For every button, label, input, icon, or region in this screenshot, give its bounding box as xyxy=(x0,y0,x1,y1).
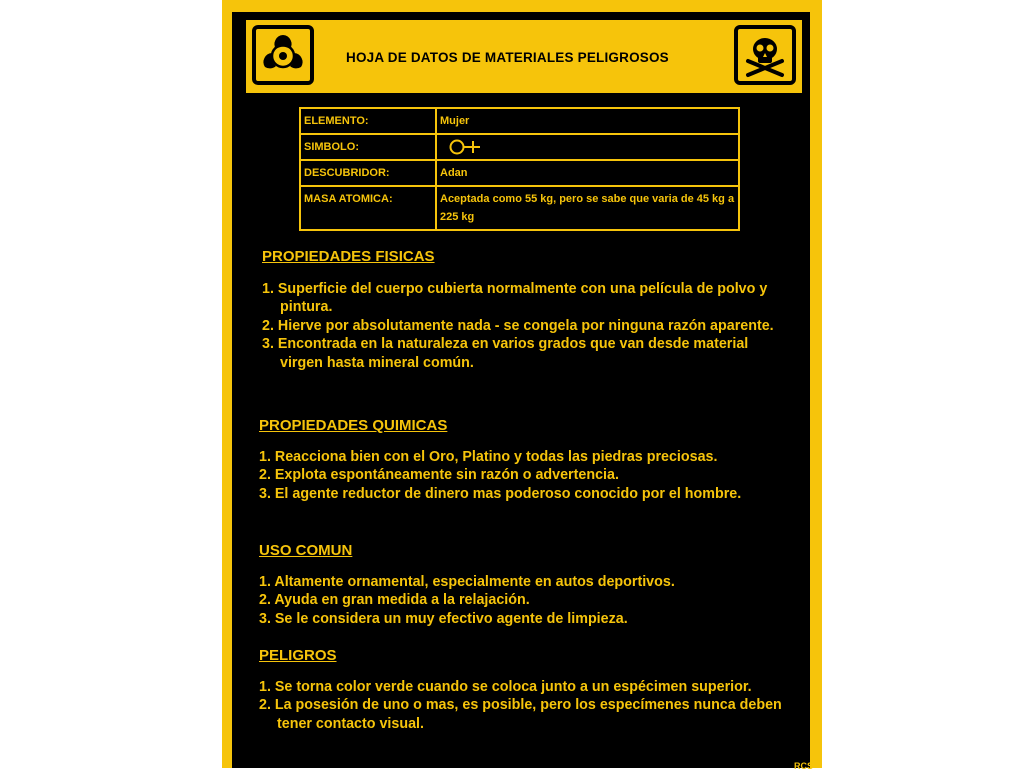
table-cell-value xyxy=(436,134,739,160)
female-symbol-icon xyxy=(440,138,484,156)
hazard-sheet xyxy=(222,0,822,771)
section-list-propiedades-fisicas xyxy=(262,280,792,372)
table-cell-label: ELEMENTO: xyxy=(300,108,436,134)
section-title-propiedades-fisicas: PROPIEDADES FISICAS xyxy=(262,248,435,265)
table-cell-value: Adan xyxy=(436,160,739,186)
table-row xyxy=(300,134,739,160)
table-cell-label: SIMBOLO: xyxy=(300,134,436,160)
table-cell-value: Mujer xyxy=(436,108,739,134)
section-title-uso-comun: USO COMUN xyxy=(259,542,353,559)
list-item: 2. Explota espontáneamente sin razón o advertencia. xyxy=(259,467,619,484)
section-list-peligros xyxy=(259,678,809,733)
section-title-peligros: PELIGROS xyxy=(259,647,337,664)
list-item: 1. Superficie del cuerpo cubierta normalmente con una película de polvo y pintura. xyxy=(262,281,768,316)
list-item: 1. Se torna color verde cuando se coloca junto a un espécimen superior. xyxy=(259,679,752,695)
list-item: 3. Se le considera un muy efectivo agente de limpieza. xyxy=(259,610,628,627)
table-cell-value: Aceptada como 55 kg, pero se sabe que varia de 45 kg a 225 kg xyxy=(436,186,739,230)
list-item: 2. La posesión de uno o mas, es posible, pero los especímenes nunca deben tener contacto visual. xyxy=(259,697,782,732)
list-item: 2. Ayuda en gran medida a la relajación. xyxy=(259,592,530,609)
table-row xyxy=(300,160,739,186)
list-item: 3. Encontrada en la naturaleza en varios grados que van desde material virgen hasta mineral común. xyxy=(262,336,749,371)
skull-crossbones-icon xyxy=(734,25,796,85)
page-title: HOJA DE DATOS DE MATERIALES PELIGROSOS xyxy=(346,50,669,65)
table-row xyxy=(300,186,739,230)
section-title-propiedades-quimicas: PROPIEDADES QUIMICAS xyxy=(259,417,448,434)
table-cell-label: MASA ATOMICA: xyxy=(300,186,436,230)
section-list-propiedades-quimicas xyxy=(259,448,799,503)
biohazard-icon xyxy=(252,25,314,85)
table-row xyxy=(300,108,739,134)
list-item: 1. Reacciona bien con el Oro, Platino y todas las piedras preciosas. xyxy=(259,449,718,465)
author-initials: RCS xyxy=(794,761,814,771)
list-item: 3. El agente reductor de dinero mas poderoso conocido por el hombre. xyxy=(259,485,742,502)
element-info-table xyxy=(299,107,740,231)
list-item: 2. Hierve por absolutamente nada - se congela por ninguna razón aparente. xyxy=(262,317,774,334)
table-cell-label: DESCUBRIDOR: xyxy=(300,160,436,186)
section-list-uso-comun xyxy=(259,573,799,628)
header-banner xyxy=(246,20,802,93)
list-item: 1. Altamente ornamental, especialmente en autos deportivos. xyxy=(259,574,675,590)
sheet-panel xyxy=(232,12,814,771)
